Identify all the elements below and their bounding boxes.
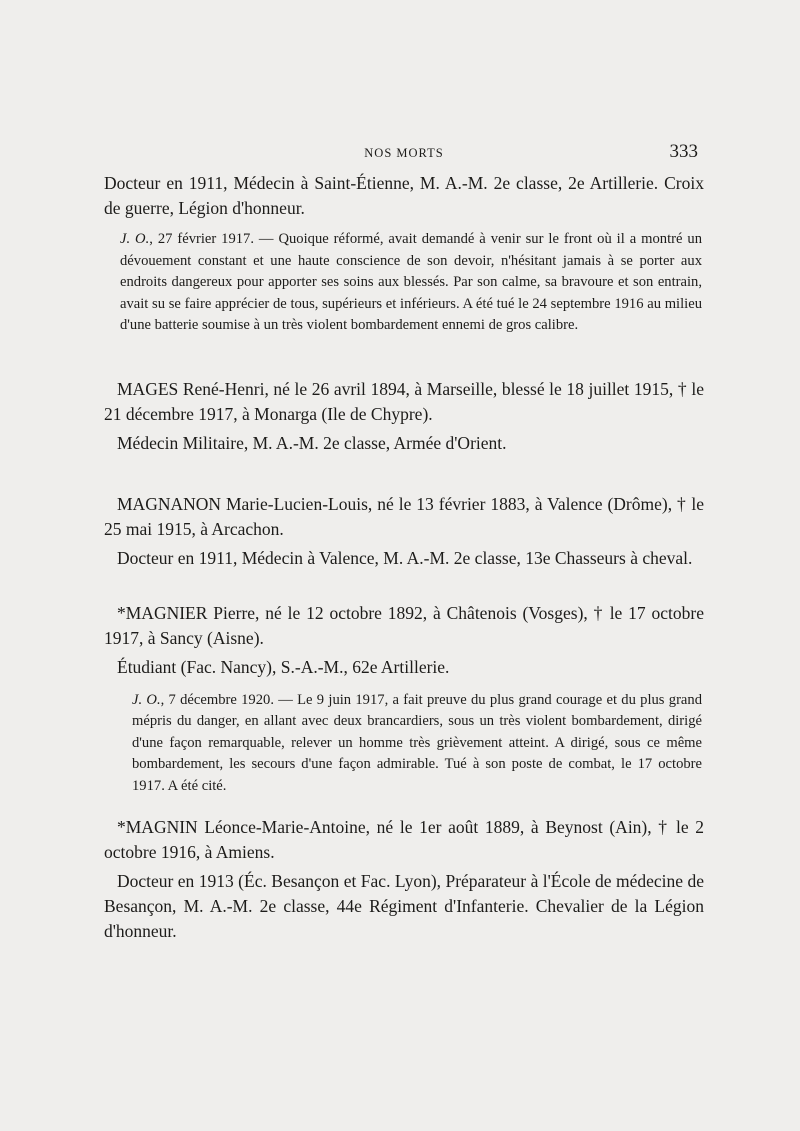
entry-magnanon	[104, 492, 704, 571]
page-body	[104, 171, 704, 970]
entry-heading: MAGES René-Henri, né le 26 avril 1894, à Marseille, blessé le 18 juillet 1915, † le 21 décembre 1917, à Monarga (Ile de Chypre).	[104, 378, 704, 424]
entry-continuation	[104, 171, 704, 337]
entry-magnier	[104, 601, 704, 798]
entry-heading: MAGNANON Marie-Lucien-Louis, né le 13 février 1883, à Valence (Drôme), † le 25 mai 1915, à Arcachon.	[104, 493, 704, 539]
entry-paragraph: Étudiant (Fac. Nancy), S.-A.-M., 62e Artillerie.	[117, 656, 450, 677]
entry-paragraph: Docteur en 1913 (Éc. Besançon et Fac. Lyon), Préparateur à l'École de médecine de Besançon, M. A.-M. 2e classe, 44e Régiment d'Infanterie. Chevalier de la Légion d'honneur.	[104, 871, 704, 941]
entry-paragraph: Docteur en 1911, Médecin à Valence, M. A.-M. 2e classe, 13e Chasseurs à cheval.	[117, 547, 693, 568]
citation	[104, 690, 704, 798]
entry-paragraph: Docteur en 1911, Médecin à Saint-Étienne, M. A.-M. 2e classe, 2e Artillerie. Croix de guerre, Légion d'honneur.	[104, 173, 704, 218]
entry-heading: *MAGNIN Léonce-Marie-Antoine, né le 1er août 1889, à Beynost (Ain), † le 2 octobre 1916, à Amiens.	[104, 817, 704, 862]
running-title: NOS MORTS	[364, 146, 444, 160]
entry-heading: *MAGNIER Pierre, né le 12 octobre 1892, à Châtenois (Vosges), † le 17 octobre 1917, à Sancy (Aisne).	[104, 602, 704, 648]
page-number: 333	[669, 141, 698, 162]
entry-paragraph: Médecin Militaire, M. A.-M. 2e classe, Armée d'Orient.	[117, 432, 507, 453]
citation-text: , 27 février 1917. — Quoique réformé, avait demandé à venir sur le front où il a montré un dévouement constant et une haute conscience de son devoir, n'hésitant jamais à se porter aux endroits dangereux pour apporter ses soins aux blessés. Par son calme, sa bravoure et son entrain, avait su se faire apprécier de tous, supérieurs et inférieurs. A été tué le 24 septembre 1916 au milieu d'une batterie soumise à un très violent bombardement ennemi de gros calibre.	[120, 231, 702, 333]
citation-ref: J. O.	[120, 231, 150, 247]
entry-magnin	[104, 815, 704, 944]
citation-ref: J. O.	[132, 691, 161, 708]
citation-text: , 7 décembre 1920. — Le 9 juin 1917, a fait preuve du plus grand courage et du plus grand mépris du danger, en allant avec deux brancardiers, sous un très violent bombardement, dirigé d'une façon remarquable, relever un homme très grièvement atteint. A dirigé, sous ce même bombardement, les secours d'une façon admirable. Tué à son poste de combat, le 17 octobre 1917. A été cité.	[132, 691, 703, 794]
citation	[104, 229, 704, 337]
entry-mages	[104, 377, 704, 456]
page-header	[110, 141, 698, 167]
